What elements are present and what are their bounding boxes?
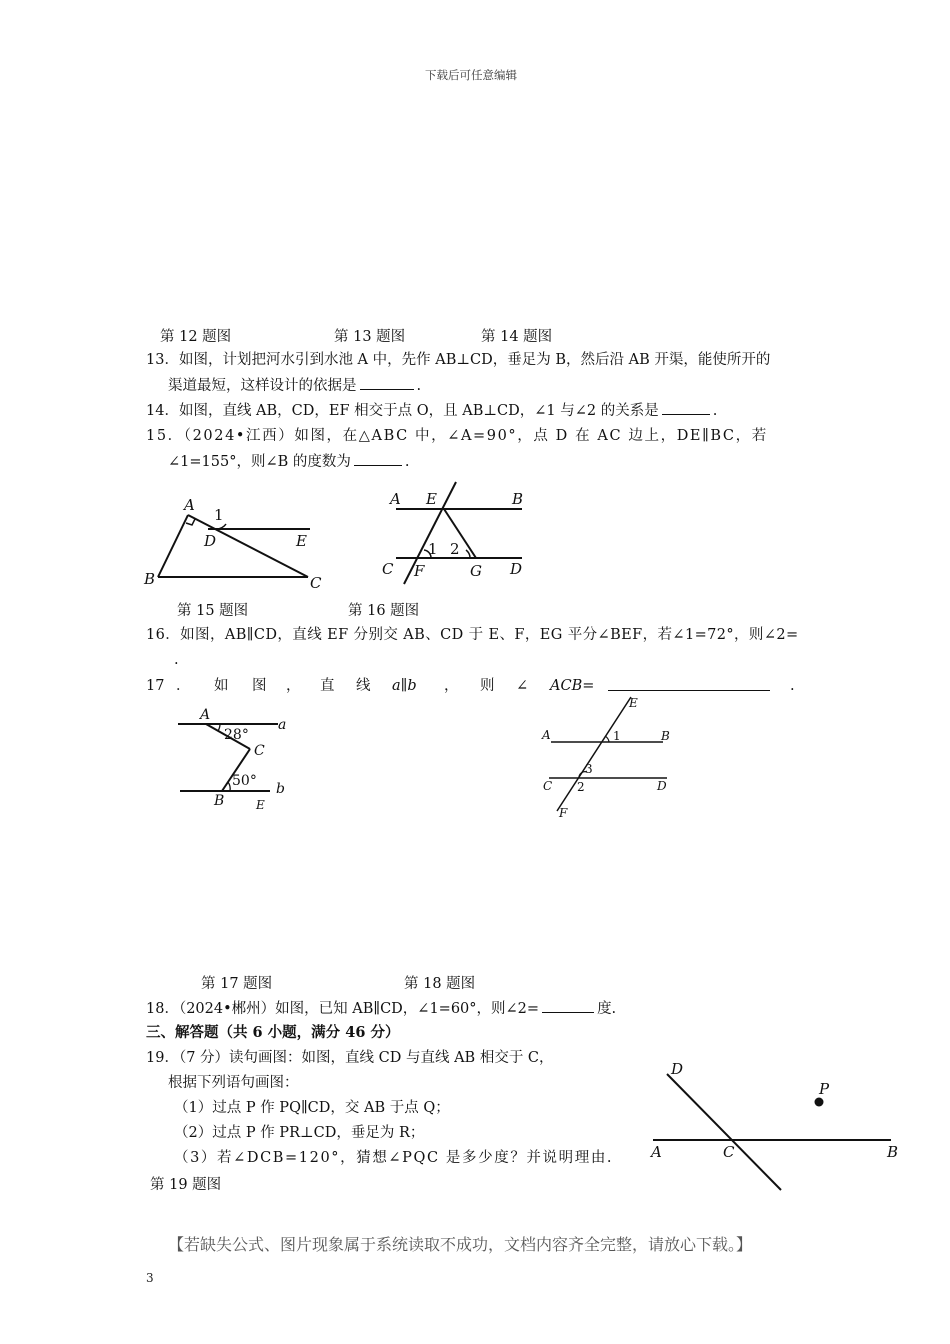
segment-eg bbox=[444, 509, 476, 558]
caption-fig15: 第 15 题图 bbox=[177, 603, 249, 619]
section-title: 三、解答题（共 6 小题，满分 46 分） bbox=[146, 1024, 400, 1041]
label-angle-28: 28° bbox=[224, 727, 249, 743]
q17-w10: ACB= bbox=[550, 678, 595, 694]
angle-1-arc bbox=[605, 736, 609, 742]
label-c: C bbox=[310, 574, 322, 592]
angle-28-arc bbox=[218, 724, 220, 731]
label-f: F bbox=[559, 806, 568, 820]
q17-dot: ． bbox=[176, 678, 191, 694]
line-cd bbox=[667, 1074, 781, 1190]
label-line-a: a bbox=[278, 717, 287, 733]
q17-w5: 线 bbox=[356, 678, 371, 694]
caption-fig14: 第 14 题图 bbox=[481, 329, 553, 345]
segment-ab bbox=[158, 515, 188, 577]
label-c: C bbox=[543, 779, 553, 793]
q17-w3: ， bbox=[286, 678, 301, 694]
label-a: A bbox=[651, 1143, 662, 1161]
q17-w2: 图 bbox=[252, 678, 267, 694]
right-angle-mark bbox=[186, 519, 195, 525]
caption-fig17: 第 17 题图 bbox=[201, 976, 273, 992]
answer-blank bbox=[662, 400, 710, 415]
caption-fig13: 第 13 题图 bbox=[334, 329, 406, 345]
q19-line3: （1）过点 P 作 PQ∥CD，交 AB 于点 Q； bbox=[174, 1100, 450, 1116]
label-3: 3 bbox=[585, 762, 593, 776]
q17-w1: 如 bbox=[214, 678, 229, 694]
q13-line2-end: . bbox=[416, 378, 422, 394]
point-p bbox=[815, 1098, 824, 1107]
label-d: D bbox=[657, 779, 667, 793]
q15-line2-end: . bbox=[404, 454, 410, 470]
angle-50-arc bbox=[228, 782, 230, 791]
label-d: D bbox=[671, 1060, 684, 1078]
figure-18 bbox=[535, 693, 695, 818]
label-c: C bbox=[254, 743, 265, 759]
q13-line1: 13．如图，计划把河水引到水池 A 中，先作 AB⊥CD，垂足为 B，然后沿 AB 开渠，能使所开的 bbox=[146, 352, 771, 368]
label-1: 1 bbox=[214, 506, 224, 524]
q17-w8: 则 bbox=[480, 678, 495, 694]
q19-line5: （3）若∠DCB=120°，猜想∠PQC 是多少度？并说明理由. bbox=[174, 1150, 614, 1166]
q15-line2-text: ∠1=155°，则∠B 的度数为 bbox=[168, 454, 351, 470]
label-a: A bbox=[184, 496, 195, 514]
caption-fig12: 第 12 题图 bbox=[160, 329, 232, 345]
q16-line1: 16．如图，AB∥CD，直线 EF 分别交 AB、CD 于 E、F，EG 平分∠BEF，若∠1=72°，则∠2= bbox=[146, 627, 799, 643]
label-d: D bbox=[204, 532, 217, 550]
q18-end: 度. bbox=[597, 1001, 617, 1017]
answer-blank bbox=[354, 451, 402, 466]
label-a-point: A bbox=[200, 707, 211, 723]
label-2: 2 bbox=[450, 540, 460, 558]
label-c: C bbox=[723, 1143, 735, 1161]
label-b-point: B bbox=[214, 793, 225, 809]
answer-blank bbox=[542, 998, 594, 1013]
q17-end: . bbox=[790, 678, 795, 694]
label-b: B bbox=[661, 729, 670, 743]
q19-line4: （2）过点 P 作 PR⊥CD，垂足为 R； bbox=[174, 1125, 425, 1141]
q14-end: . bbox=[712, 403, 718, 419]
label-b: B bbox=[144, 570, 156, 588]
label-b: B bbox=[512, 490, 524, 508]
q17-w7: ， bbox=[444, 678, 459, 694]
answer-blank bbox=[608, 676, 770, 691]
label-2: 2 bbox=[577, 780, 585, 794]
q14-text: 14．如图，直线 AB，CD，EF 相交于点 O，且 AB⊥CD，∠1 与∠2 的关系是 bbox=[146, 403, 659, 419]
label-e: E bbox=[426, 490, 437, 508]
label-angle-50: 50° bbox=[232, 773, 257, 789]
label-line-b: b bbox=[276, 781, 285, 797]
q17-w6: a∥b bbox=[392, 678, 417, 694]
q19-line1: 19．（7 分）读句画图：如图，直线 CD 与直线 AB 相交于 C， bbox=[146, 1050, 554, 1066]
q13-line2 bbox=[168, 375, 421, 396]
label-1: 1 bbox=[613, 729, 621, 743]
figure-19 bbox=[645, 1058, 905, 1198]
q15-line2 bbox=[168, 451, 409, 472]
q19-line2: 根据下列语句画图： bbox=[168, 1075, 299, 1091]
footer-note: 【若缺失公式、图片现象属于系统读取不成功，文档内容齐全完整，请放心下载。】 bbox=[168, 1235, 753, 1254]
label-1: 1 bbox=[428, 540, 438, 558]
q18-text: 18．（2024•郴州）如图，已知 AB∥CD，∠1=60°，则∠2= bbox=[146, 1001, 540, 1017]
q15-line1: 15．（2024•江西）如图，在△ABC 中，∠A=90°，点 D 在 AC 边上，DE∥BC，若 bbox=[146, 428, 768, 444]
label-e: E bbox=[296, 532, 307, 550]
figure-17 bbox=[170, 705, 310, 815]
angle-2-arc bbox=[466, 550, 470, 558]
caption-fig18: 第 18 题图 bbox=[404, 976, 476, 992]
q18-line bbox=[146, 998, 616, 1019]
line-ef bbox=[557, 697, 631, 811]
figure-15 bbox=[140, 492, 340, 602]
caption-fig16: 第 16 题图 bbox=[348, 603, 420, 619]
label-a: A bbox=[542, 728, 551, 742]
figure-16 bbox=[380, 480, 540, 590]
q16-line2: . bbox=[174, 652, 179, 668]
label-e: E bbox=[256, 798, 265, 812]
label-e: E bbox=[629, 696, 638, 710]
label-g: G bbox=[470, 562, 482, 580]
label-d: D bbox=[510, 560, 523, 578]
label-p: P bbox=[819, 1080, 830, 1098]
q17-w9: ∠ bbox=[516, 678, 529, 694]
label-c: C bbox=[382, 560, 394, 578]
answer-blank bbox=[360, 375, 414, 390]
label-b: B bbox=[887, 1143, 899, 1161]
q13-line2-text: 渠道最短，这样设计的依据是 bbox=[168, 378, 357, 394]
label-a: A bbox=[390, 490, 401, 508]
q17-num: 17 bbox=[146, 678, 165, 694]
caption-fig19: 第 19 题图 bbox=[150, 1177, 222, 1193]
q14-line bbox=[146, 400, 717, 421]
q17-w4: 直 bbox=[320, 678, 335, 694]
page-number: 3 bbox=[146, 1271, 154, 1285]
page-header: 下载后可任意编辑 bbox=[425, 68, 517, 82]
label-f: F bbox=[414, 562, 425, 580]
